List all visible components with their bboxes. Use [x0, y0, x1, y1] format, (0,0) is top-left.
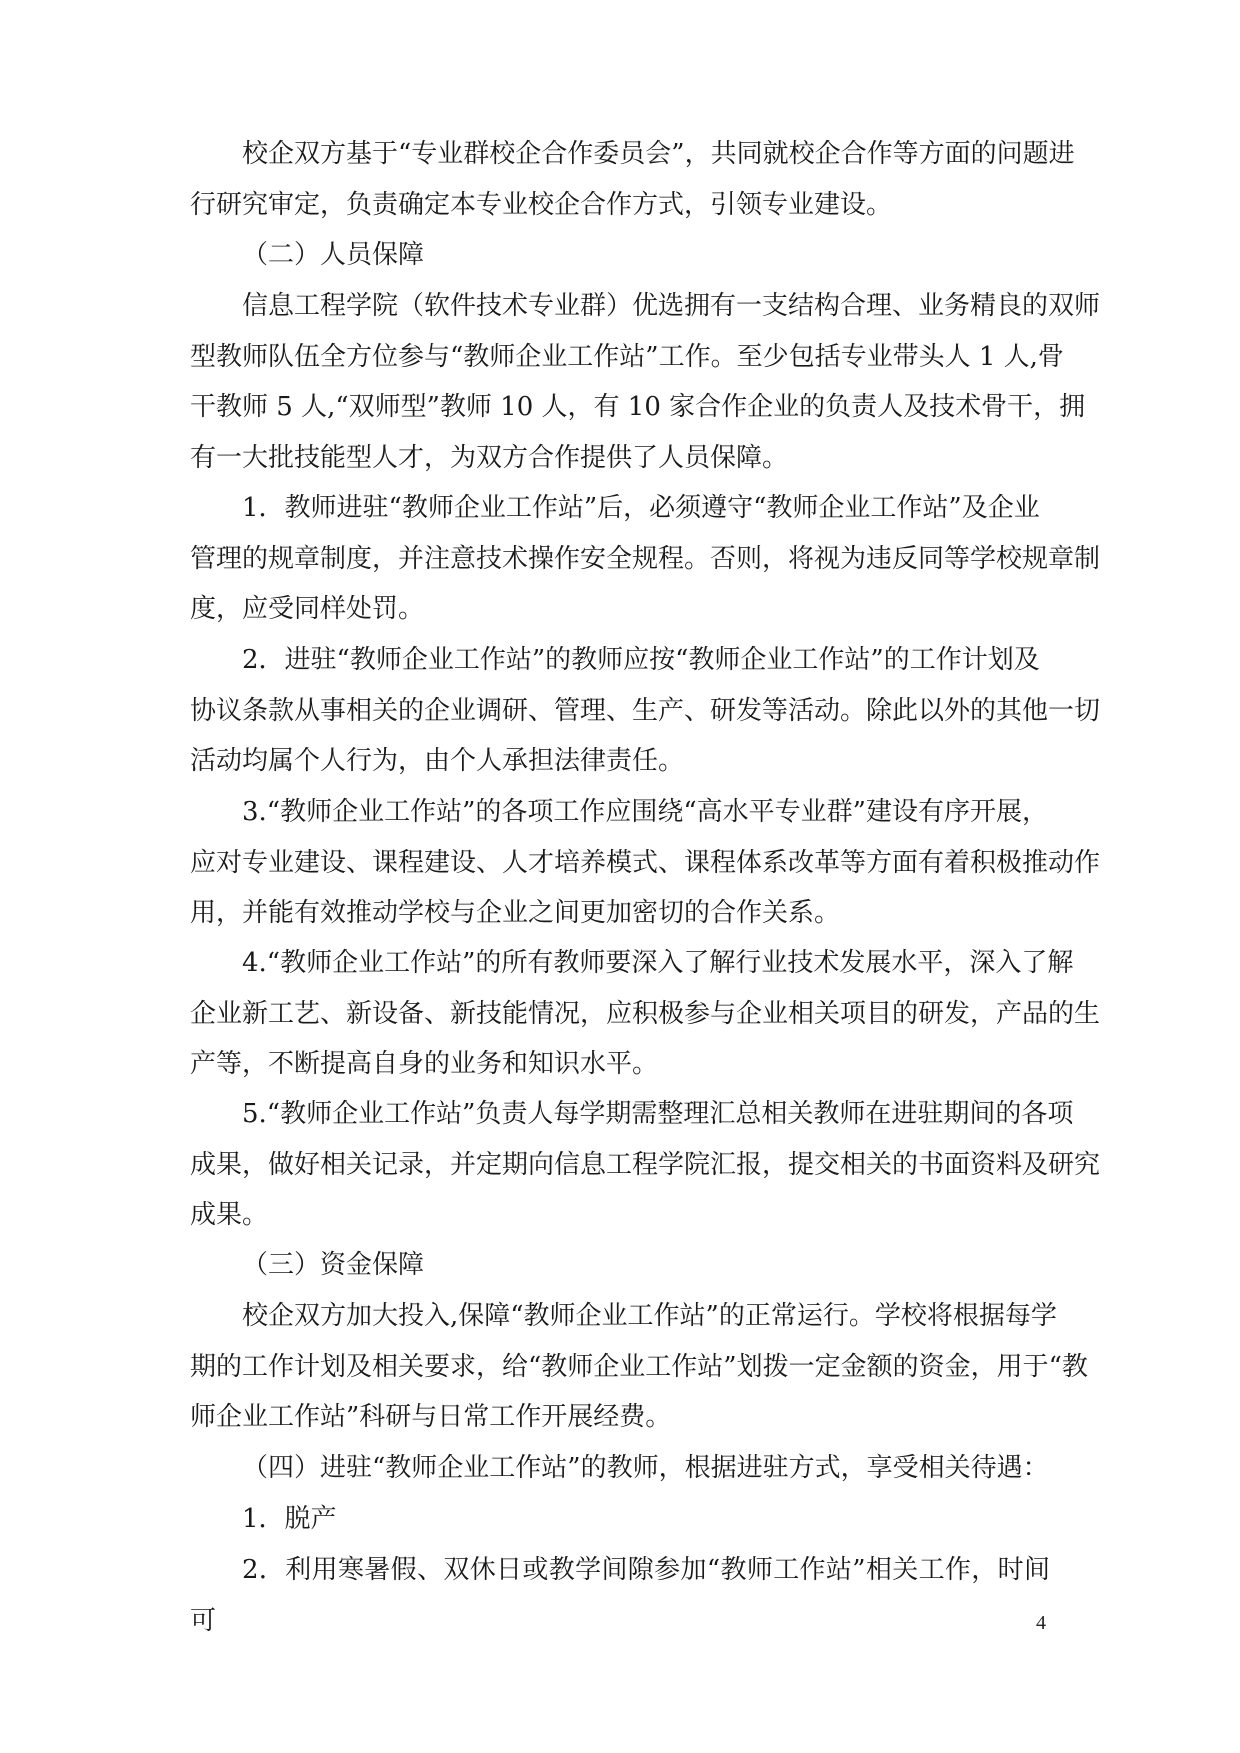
paragraph-item-1 [190, 483, 1101, 635]
text-line: 成果。 [190, 1200, 269, 1230]
body-paragraph: 2．利用寒暑假、双休日或教学间隙参加“教师工作站”相关工作，时间可 [190, 1555, 1050, 1636]
text-line: 度，应受同样处罚。 [190, 594, 425, 624]
heading-funding [190, 1240, 1050, 1291]
text-line: 管理的规章制度，并注意技术操作安全规程。否则，将视为违反同等学校规章制 [190, 543, 1101, 574]
text-line: 1．教师进驻“教师企业工作站”后，必须遵守“教师企业工作站”及企业 [242, 493, 1040, 523]
text-line: 2．进驻“教师企业工作站”的教师应按“教师企业工作站”的工作计划及 [242, 645, 1040, 675]
body-paragraph [190, 787, 1101, 939]
text-line: 干教师 5 人,“双师型”教师 10 人，有 10 家合作企业的负责人及技术骨干，拥 [190, 392, 1086, 422]
paragraph-vacation [190, 1545, 1050, 1646]
paragraph-funding [190, 1291, 1088, 1443]
text-line: 成果，做好相关记录，并定期向信息工程学院汇报，提交相关的书面资料及研究 [190, 1149, 1101, 1180]
heading-benefits [190, 1443, 1050, 1494]
body-paragraph [190, 129, 1075, 230]
body-paragraph [190, 1089, 1101, 1241]
text-line: 型教师队伍全方位参与“教师企业工作站”工作。至少包括专业带头人 1 人,骨 [190, 341, 1064, 372]
body-paragraph: 1．脱产 [242, 1504, 337, 1534]
text-line: 5.“教师企业工作站”负责人每学期需整理汇总相关教师在进驻期间的各项 [242, 1099, 1074, 1129]
text-line: 师企业工作站”科研与日常工作开展经费。 [190, 1402, 672, 1432]
body-paragraph [190, 281, 1101, 483]
heading-personnel [190, 230, 1050, 281]
text-line: 行研究审定，负责确定本专业校企合作方式，引领专业建设。 [190, 189, 893, 220]
paragraph-item-2 [190, 635, 1101, 787]
page-number: 4 [1036, 1612, 1046, 1634]
text-line: 4.“教师企业工作站”的所有教师要深入了解行业技术发展水平，深入了解 [242, 948, 1074, 978]
paragraph-item-4 [190, 938, 1101, 1090]
text-line: 信息工程学院（软件技术专业群）优选拥有一支结构合理、业务精良的双师 [242, 291, 1101, 321]
body-paragraph [190, 635, 1101, 787]
body-paragraph [190, 483, 1101, 635]
paragraph-item-5 [190, 1089, 1101, 1241]
paragraph-item-3 [190, 787, 1101, 939]
text-line: 期的工作计划及相关要求，给“教师企业工作站”划拨一定金额的资金，用于“教 [190, 1351, 1088, 1382]
section-heading: （二）人员保障 [242, 240, 425, 270]
text-line: 3.“教师企业工作站”的各项工作应围绕“高水平专业群”建设有序开展， [242, 797, 1048, 827]
body-paragraph [190, 938, 1101, 1090]
paragraph-committee [190, 129, 1075, 230]
text-line: 产等，不断提高自身的业务和知识水平。 [190, 1049, 659, 1079]
text-line: 校企双方基于“专业群校企合作委员会”，共同就校企合作等方面的问题进 [242, 139, 1075, 169]
text-line: 活动均属个人行为，由个人承担法律责任。 [190, 746, 685, 776]
text-line: 应对专业建设、课程建设、人才培养模式、课程体系改革等方面有着积极推动作 [190, 847, 1101, 878]
text-line: 企业新工艺、新设备、新技能情况，应积极参与企业相关项目的研发，产品的生 [190, 998, 1101, 1029]
section-heading: （三）资金保障 [242, 1250, 425, 1280]
text-line: 校企双方加大投入,保障“教师企业工作站”的正常运行。学校将根据每学 [242, 1301, 1057, 1331]
section-heading: （四）进驻“教师企业工作站”的教师，根据进驻方式，享受相关待遇： [242, 1453, 1049, 1483]
paragraph-fulltime [190, 1494, 1050, 1545]
text-line: 用，并能有效推动学校与企业之间更加密切的合作关系。 [190, 898, 841, 928]
paragraph-team [190, 281, 1101, 483]
text-line: 协议条款从事相关的企业调研、管理、生产、研发等活动。除此以外的其他一切 [190, 695, 1101, 726]
body-paragraph [190, 1291, 1088, 1443]
text-line: 有一大批技能型人才，为双方合作提供了人员保障。 [190, 442, 789, 473]
